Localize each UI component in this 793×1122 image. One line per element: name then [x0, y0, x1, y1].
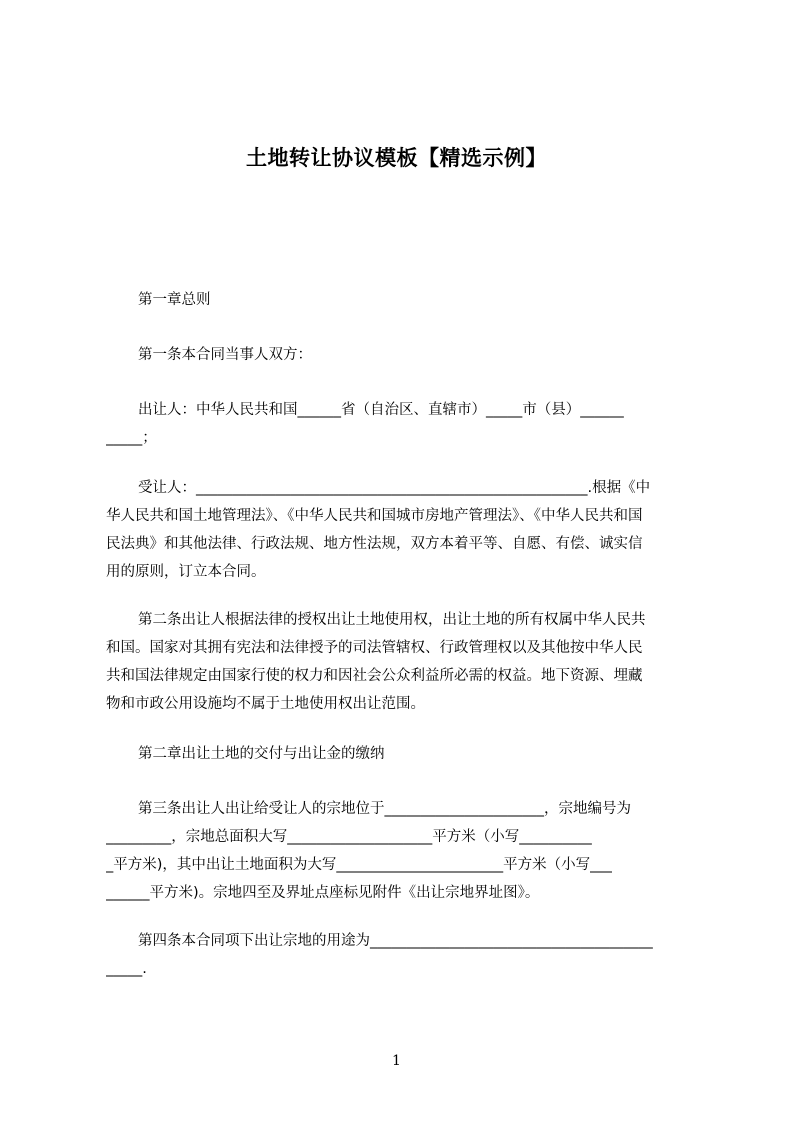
paragraph-line: 民法典》和其他法律、行政法规、地方性法规，双方本着平等、自愿、有偿、诚实信 — [106, 536, 643, 552]
paragraph-line: ______平方米)。宗地四至及界址点座标见附件《出让宗地界址图》。 — [106, 885, 540, 901]
paragraph-line: _____. — [106, 961, 147, 977]
paragraph-line: 出让人：中华人民共和国______省（自治区、直辖市）_____市（县）______ — [138, 402, 624, 418]
paragraph-line: 物和市政公用设施均不属于土地使用权出让范围。 — [106, 696, 425, 712]
article-1-heading: 第一条本合同当事人双方： — [138, 347, 312, 363]
transferor-paragraph — [106, 396, 700, 452]
paragraph-line: _________，宗地总面积大写____________________平方米（小写__________ — [106, 829, 592, 845]
paragraph-line: 第二条出让人根据法律的授权出让土地使用权，出让土地的所有权属中华人民共 — [138, 612, 646, 628]
page-number: 1 — [392, 1053, 401, 1069]
chapter-2-heading: 第二章出让土地的交付与出让金的缴纳 — [138, 746, 385, 762]
document-title: 土地转让协议模板【精选示例】 — [246, 146, 547, 170]
paragraph-line: _平方米)，其中出让土地面积为大写_______________________平方米（小写___ — [106, 857, 612, 873]
paragraph-line: _____； — [106, 430, 157, 446]
paragraph-line: 华人民共和国土地管理法》、《中华人民共和国城市房地产管理法》、《中华人民共和国 — [106, 508, 643, 524]
paragraph-line: 第三条出让人出让给受让人的宗地位于______________________，宗地编号为 — [138, 801, 631, 817]
paragraph-line: 用的原则，订立本合同。 — [106, 564, 266, 580]
article-4-paragraph — [106, 927, 700, 983]
paragraph-line: 和国。国家对其拥有宪法和法律授予的司法管辖权、行政管理权以及其他按中华人民 — [106, 640, 643, 656]
paragraph-line: 受让人：______________________________________________________.根据《中 — [138, 480, 651, 496]
paragraph-line: 共和国法律规定由国家行使的权力和因社会公众利益所必需的权益。地下资源、埋藏 — [106, 668, 643, 684]
paragraph-line: 第四条本合同项下出让宗地的用途为_______________________________________ — [138, 933, 653, 949]
article-2-paragraph — [106, 606, 700, 718]
article-3-paragraph — [106, 795, 700, 907]
chapter-1-heading: 第一章总则 — [138, 292, 211, 308]
transferee-paragraph — [106, 474, 700, 586]
